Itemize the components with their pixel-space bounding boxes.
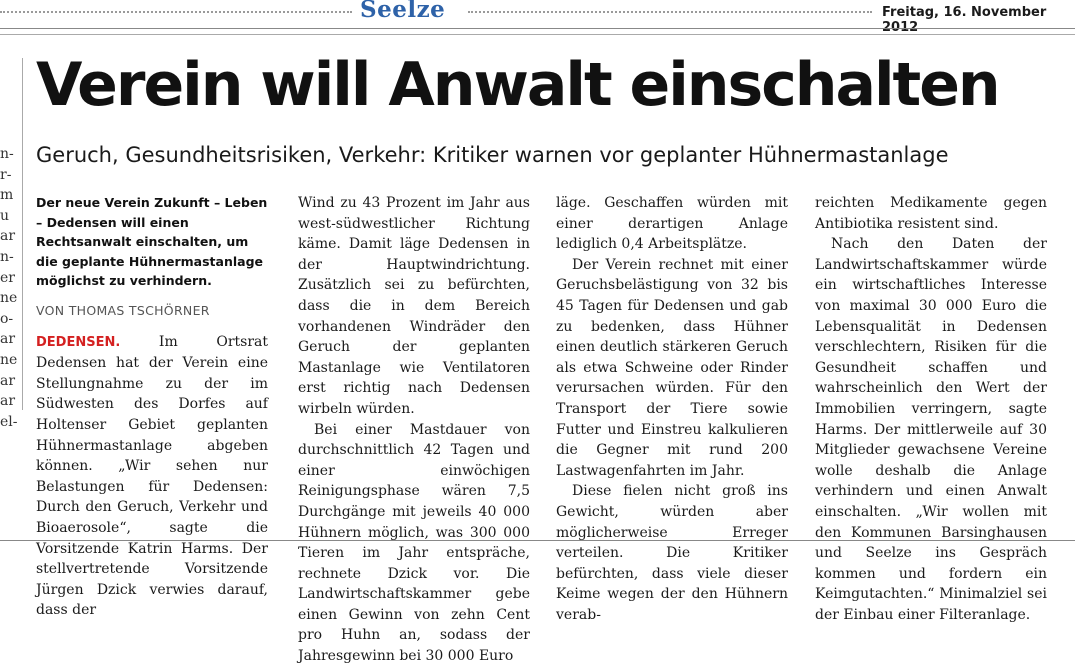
- footer-rule: [0, 540, 1075, 541]
- article-paragraph: läge. Geschaffen würden mit einer derartigen Anlage lediglich 0,4 Arbeitsplätze.: [556, 195, 788, 253]
- article-headline: Verein will Anwalt einschalten: [36, 50, 999, 120]
- neighbor-article-fragment: [0, 144, 18, 432]
- column-divider: [22, 58, 23, 410]
- article-byline: VON THOMAS TSCHÖRNER: [36, 302, 210, 318]
- article-column-4: [815, 193, 1047, 625]
- article-paragraph: Nach den Daten der Landwirtschaftskammer würde ein wirtschaftliches Interesse von maximal 30 000 Euro die Lebensqualität in Dedensen verschlechtern, Risiken für die Gesundheit schaffen und wahrscheinlich den Wert der Immobilien verringern, sagte Harms. Der mittlerweile auf 30 Mitglieder gewachsene Vereine wolle deshalb die Anlage verhindern und einen Anwalt einschalten. „Wir wollen mit den Kommunen Barsinghausen und Seelze ins Gespräch kommen und fordern ein Keimgutachten.“ Minimalziel sei der Einbau einer Filteranlage.: [815, 236, 1047, 623]
- article-paragraph: Bei einer Mastdauer von durchschnittlich 42 Tagen und einer einwöchigen Reinigungsphase wären 7,5 Durchgänge mit jeweils 40 000 Hühnern möglich, was 300 000 Tieren im Jahr entspräche, rechnete Dzick vor. Die Landwirtschaftskammer gebe einen Gewinn von zehn Cent pro Huhn an, sodass der Jahresgewinn bei 30 000 Euro: [298, 421, 530, 665]
- article-paragraph: Der Verein rechnet mit einer Geruchsbelästigung von 32 bis 45 Tagen für Dedensen und gab zu bedenken, dass Hühner einen deutlich stärkeren Geruch als etwa Schweine oder Rinder verursachen würden. Für den Transport der Tiere sowie Futter und Einstreu kalkulieren die Gegner mit rund 200 Lastwagenfahrten im Jahr.: [556, 256, 788, 479]
- dateline: DEDENSEN.: [36, 334, 121, 350]
- fragment-line: ne: [0, 290, 18, 307]
- fragment-line: ar: [0, 331, 16, 348]
- fragment-line: el-: [0, 413, 18, 430]
- fragment-line: ar: [0, 228, 16, 245]
- article-paragraph: Diese fielen nicht groß ins Gewicht, würden aber möglicherweise Erreger verteilen. Die Kritiker befürchten, dass viele dieser Keime wegen der den Hühnern verab-: [556, 483, 788, 623]
- fragment-line: o-: [0, 310, 14, 327]
- header-dotted-rule-right: [468, 11, 872, 13]
- header-rule-secondary: [0, 34, 1075, 35]
- fragment-line: n-: [0, 248, 14, 265]
- issue-date: Freitag, 16. November 2012: [882, 5, 1047, 35]
- article-column-2: [298, 193, 530, 667]
- header-rule: [0, 28, 1075, 29]
- fragment-line: er: [0, 269, 15, 286]
- fragment-line: ar: [0, 393, 16, 410]
- fragment-line: n-: [0, 146, 14, 162]
- article-paragraph: reichten Medikamente gegen Antibiotika resistent sind.: [815, 195, 1047, 232]
- header-dotted-rule-left: [0, 11, 352, 13]
- article-column-1: [36, 193, 268, 621]
- fragment-line: m: [0, 187, 14, 204]
- article-paragraph: [36, 332, 268, 621]
- fragment-line: u: [0, 207, 10, 224]
- fragment-line: r-: [0, 166, 12, 183]
- article-column-3: [556, 193, 788, 625]
- article-lead: Der neue Verein Zukunft – Leben – Dedensen will einen Rechtsanwalt einschalten, um die geplante Hühnermastanlage möglichst zu verhindern.: [36, 195, 268, 289]
- paragraph-text: Im Ortsrat Dedensen hat der Verein eine Stellungnahme zu der im Südwesten des Dorfes auf Holtenser Gebiet geplanten Hühnermastanlage abgeben können. „Wir sehen nur Belastungen für Dedensen: Durch den Geruch, Verkehr und Bioaerosole“, sagte die Vorsitzende Katrin Harms. Der stellvertretende Vorsitzende Jürgen Dzick verwies darauf, dass der: [36, 333, 268, 619]
- article-subheadline: Geruch, Gesundheitsrisiken, Verkehr: Kritiker warnen vor geplanter Hühnermastanlage: [36, 143, 949, 167]
- section-title: Seelze: [360, 0, 446, 23]
- fragment-line: ar: [0, 372, 16, 389]
- article-paragraph: Wind zu 43 Prozent im Jahr aus west-südwestlicher Richtung käme. Damit läge Dedensen in der Hauptwindrichtung. Zusätzlich sei zu befürchten, dass die in dem Bereich vorhandenen Windräder den Geruch der geplanten Mastanlage wie Ventilatoren erst richtig nach Dedensen wirbeln würden.: [298, 195, 530, 417]
- fragment-line: ne: [0, 351, 18, 368]
